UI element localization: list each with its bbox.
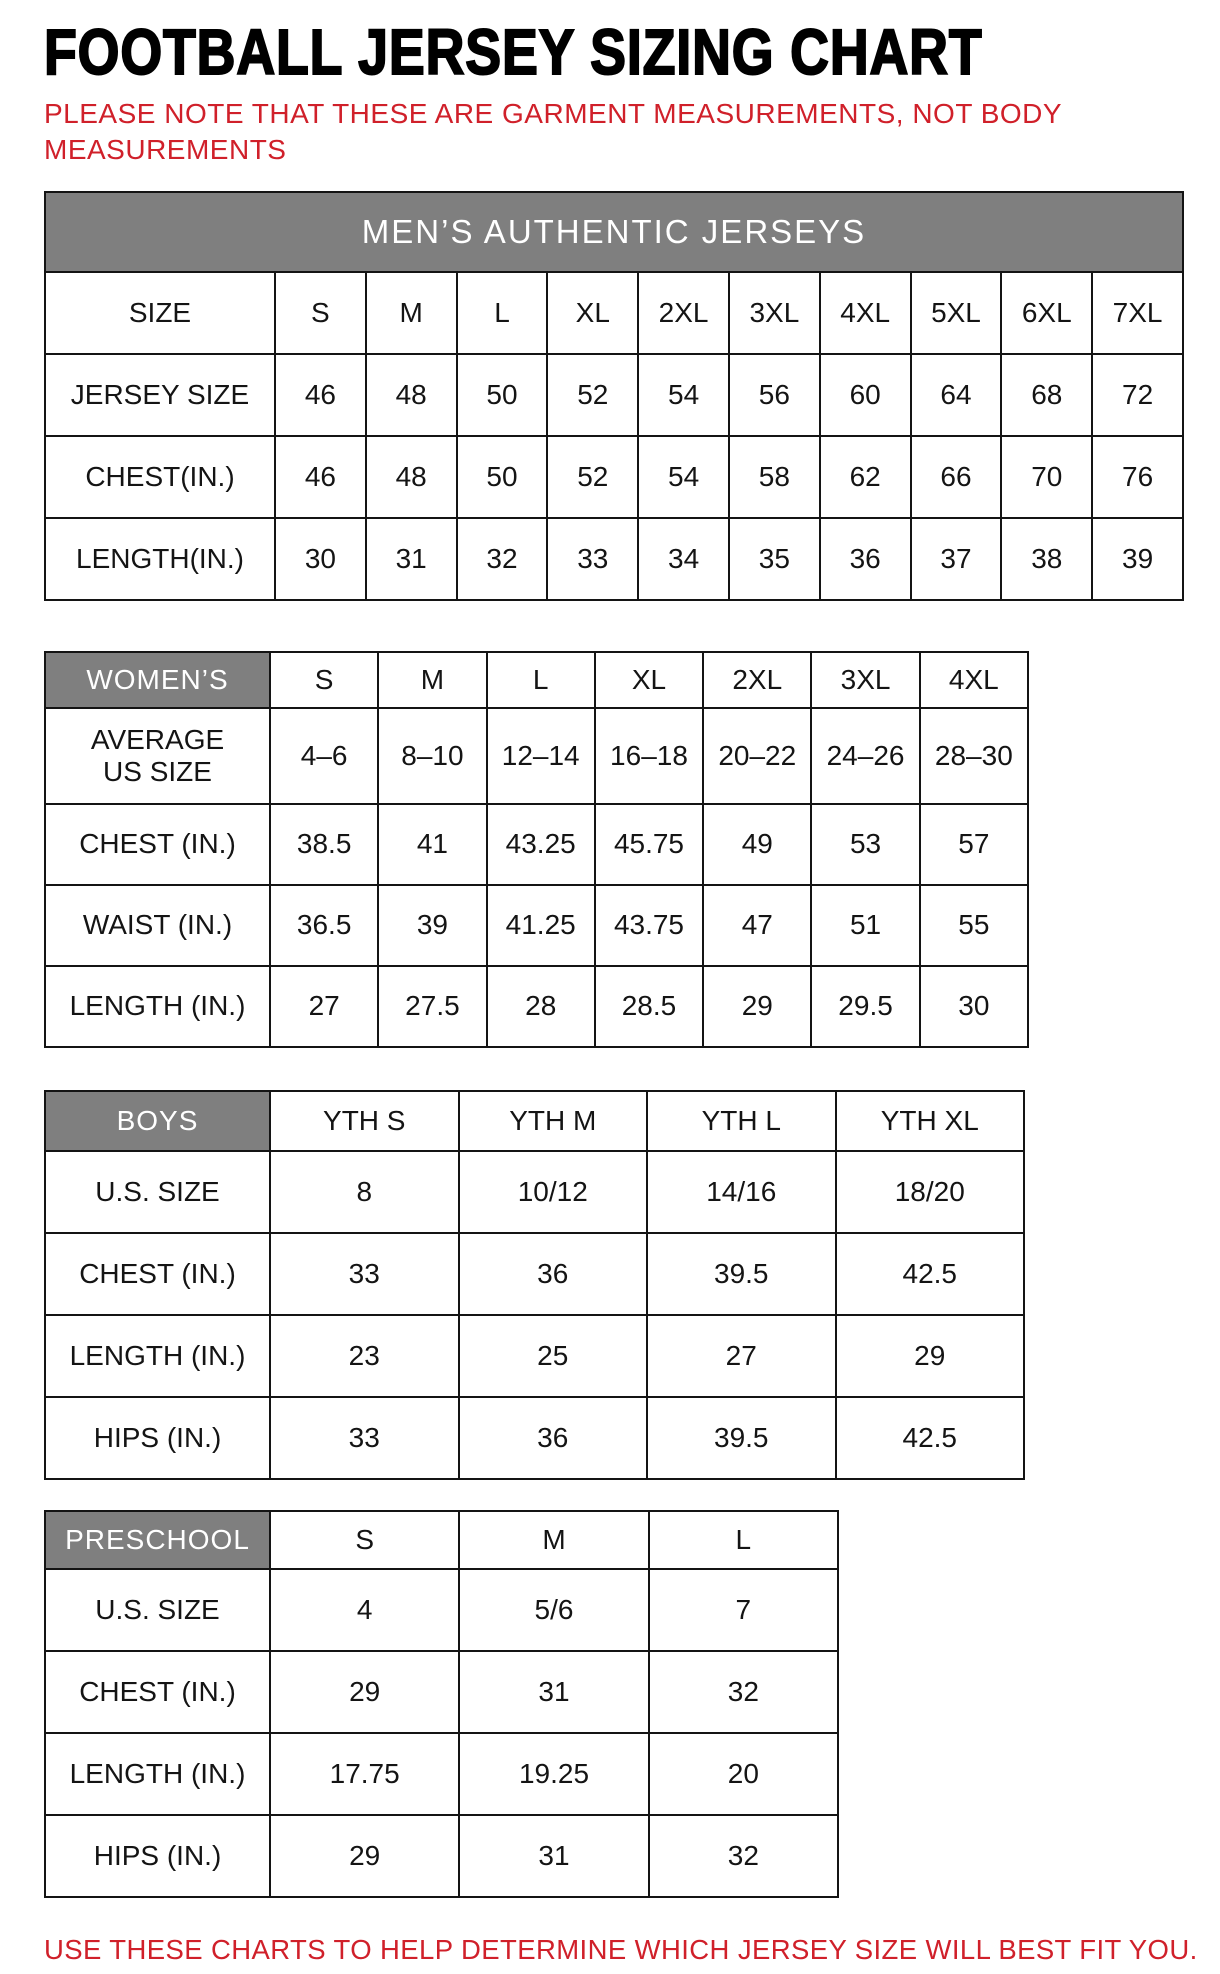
value-cell: 50	[457, 354, 548, 436]
value-cell: 29	[270, 1815, 459, 1897]
value-cell: 29	[836, 1315, 1025, 1397]
table-row	[45, 1091, 1024, 1151]
row-label: WAIST (IN.)	[45, 885, 270, 966]
size-header-cell: YTH L	[647, 1091, 836, 1151]
value-cell: 35	[729, 518, 820, 600]
table-row	[45, 436, 1183, 518]
value-cell: 33	[270, 1233, 459, 1315]
size-cell: S	[275, 272, 366, 354]
value-cell: 14/16	[647, 1151, 836, 1233]
size-header-cell: 3XL	[811, 652, 919, 708]
row-label: U.S. SIZE	[45, 1569, 270, 1651]
value-cell: 25	[459, 1315, 648, 1397]
row-label: HIPS (IN.)	[45, 1815, 270, 1897]
value-cell: 19.25	[459, 1733, 648, 1815]
table-row	[45, 1397, 1024, 1479]
value-cell: 42.5	[836, 1233, 1025, 1315]
value-cell: 30	[920, 966, 1028, 1047]
value-cell: 64	[911, 354, 1002, 436]
value-cell: 34	[638, 518, 729, 600]
value-cell: 39	[1092, 518, 1183, 600]
value-cell: 49	[703, 804, 811, 885]
value-cell: 20	[649, 1733, 838, 1815]
table-row	[45, 192, 1183, 272]
value-cell: 32	[649, 1651, 838, 1733]
value-cell: 38	[1001, 518, 1092, 600]
value-cell: 36.5	[270, 885, 378, 966]
value-cell: 39.5	[647, 1233, 836, 1315]
size-cell: 6XL	[1001, 272, 1092, 354]
value-cell: 27.5	[378, 966, 486, 1047]
value-cell: 41	[378, 804, 486, 885]
table-row	[45, 1651, 838, 1733]
preschool-table-title: PRESCHOOL	[45, 1511, 270, 1569]
value-cell: 29	[703, 966, 811, 1047]
value-cell: 68	[1001, 354, 1092, 436]
value-cell: 76	[1092, 436, 1183, 518]
value-cell: 27	[647, 1315, 836, 1397]
value-cell: 7	[649, 1569, 838, 1651]
row-label: LENGTH (IN.)	[45, 1733, 270, 1815]
row-label: CHEST(IN.)	[45, 436, 275, 518]
value-cell: 50	[457, 436, 548, 518]
value-cell: 30	[275, 518, 366, 600]
size-header-cell: XL	[595, 652, 703, 708]
row-label: LENGTH(IN.)	[45, 518, 275, 600]
boys-table-title: BOYS	[45, 1091, 270, 1151]
value-cell: 62	[820, 436, 911, 518]
value-cell: 28.5	[595, 966, 703, 1047]
value-cell: 23	[270, 1315, 459, 1397]
value-cell: 36	[820, 518, 911, 600]
row-label: U.S. SIZE	[45, 1151, 270, 1233]
value-cell: 54	[638, 354, 729, 436]
table-row	[45, 1733, 838, 1815]
table-row	[45, 518, 1183, 600]
value-cell: 28	[487, 966, 595, 1047]
row-label: CHEST (IN.)	[45, 1651, 270, 1733]
womens-sizing-table	[44, 651, 1029, 1048]
value-cell: 16–18	[595, 708, 703, 804]
row-label: CHEST (IN.)	[45, 1233, 270, 1315]
value-cell: 31	[459, 1651, 648, 1733]
page-title: FOOTBALL JERSEY SIZING CHART	[44, 16, 983, 88]
value-cell: 36	[459, 1397, 648, 1479]
value-cell: 70	[1001, 436, 1092, 518]
size-cell: 5XL	[911, 272, 1002, 354]
value-cell: 66	[911, 436, 1002, 518]
value-cell: 43.25	[487, 804, 595, 885]
value-cell: 37	[911, 518, 1002, 600]
table-row	[45, 272, 1183, 354]
size-cell: 2XL	[638, 272, 729, 354]
value-cell: 10/12	[459, 1151, 648, 1233]
value-cell: 31	[366, 518, 457, 600]
preschool-sizing-table	[44, 1510, 839, 1898]
size-header-cell: YTH S	[270, 1091, 459, 1151]
boys-sizing-table	[44, 1090, 1025, 1480]
value-cell: 47	[703, 885, 811, 966]
row-label: AVERAGE US SIZE	[45, 708, 270, 804]
value-cell: 45.75	[595, 804, 703, 885]
value-cell: 39	[378, 885, 486, 966]
value-cell: 60	[820, 354, 911, 436]
value-cell: 54	[638, 436, 729, 518]
row-label: LENGTH (IN.)	[45, 966, 270, 1047]
value-cell: 55	[920, 885, 1028, 966]
size-cell: 7XL	[1092, 272, 1183, 354]
table-row	[45, 1569, 838, 1651]
value-cell: 53	[811, 804, 919, 885]
value-cell: 41.25	[487, 885, 595, 966]
value-cell: 18/20	[836, 1151, 1025, 1233]
value-cell: 29	[270, 1651, 459, 1733]
table-row	[45, 1233, 1024, 1315]
row-label: SIZE	[45, 272, 275, 354]
size-header-cell: M	[378, 652, 486, 708]
value-cell: 27	[270, 966, 378, 1047]
value-cell: 46	[275, 354, 366, 436]
value-cell: 36	[459, 1233, 648, 1315]
size-cell: L	[457, 272, 548, 354]
value-cell: 38.5	[270, 804, 378, 885]
table-row	[45, 708, 1028, 804]
size-cell: M	[366, 272, 457, 354]
size-header-cell: L	[487, 652, 595, 708]
value-cell: 58	[729, 436, 820, 518]
row-label: JERSEY SIZE	[45, 354, 275, 436]
size-header-cell: S	[270, 1511, 459, 1569]
size-header-cell: YTH M	[459, 1091, 648, 1151]
value-cell: 57	[920, 804, 1028, 885]
table-row	[45, 804, 1028, 885]
value-cell: 43.75	[595, 885, 703, 966]
row-label: CHEST (IN.)	[45, 804, 270, 885]
size-cell: 3XL	[729, 272, 820, 354]
value-cell: 8	[270, 1151, 459, 1233]
value-cell: 17.75	[270, 1733, 459, 1815]
value-cell: 28–30	[920, 708, 1028, 804]
table-row	[45, 1511, 838, 1569]
row-label: HIPS (IN.)	[45, 1397, 270, 1479]
size-cell: XL	[547, 272, 638, 354]
value-cell: 72	[1092, 354, 1183, 436]
value-cell: 24–26	[811, 708, 919, 804]
table-row	[45, 1151, 1024, 1233]
table-row	[45, 966, 1028, 1047]
value-cell: 52	[547, 354, 638, 436]
value-cell: 32	[457, 518, 548, 600]
table-row	[45, 1815, 838, 1897]
value-cell: 42.5	[836, 1397, 1025, 1479]
value-cell: 46	[275, 436, 366, 518]
mens-table-title: MEN’S AUTHENTIC JERSEYS	[45, 192, 1183, 272]
table-row	[45, 652, 1028, 708]
table-row	[45, 885, 1028, 966]
table-row	[45, 354, 1183, 436]
garment-measurement-note: PLEASE NOTE THAT THESE ARE GARMENT MEASUREMENTS, NOT BODY MEASUREMENTS	[44, 98, 1062, 166]
value-cell: 31	[459, 1815, 648, 1897]
footer-note: USE THESE CHARTS TO HELP DETERMINE WHICH JERSEY SIZE WILL BEST FIT YOU.	[44, 1933, 1198, 1965]
value-cell: 29.5	[811, 966, 919, 1047]
value-cell: 56	[729, 354, 820, 436]
size-header-cell: 2XL	[703, 652, 811, 708]
size-header-cell: S	[270, 652, 378, 708]
value-cell: 12–14	[487, 708, 595, 804]
value-cell: 48	[366, 354, 457, 436]
value-cell: 51	[811, 885, 919, 966]
value-cell: 32	[649, 1815, 838, 1897]
value-cell: 39.5	[647, 1397, 836, 1479]
value-cell: 4	[270, 1569, 459, 1651]
size-cell: 4XL	[820, 272, 911, 354]
table-row	[45, 1315, 1024, 1397]
size-header-cell: 4XL	[920, 652, 1028, 708]
value-cell: 20–22	[703, 708, 811, 804]
value-cell: 5/6	[459, 1569, 648, 1651]
value-cell: 33	[270, 1397, 459, 1479]
row-label: LENGTH (IN.)	[45, 1315, 270, 1397]
value-cell: 8–10	[378, 708, 486, 804]
value-cell: 48	[366, 436, 457, 518]
size-header-cell: M	[459, 1511, 648, 1569]
size-header-cell: L	[649, 1511, 838, 1569]
value-cell: 33	[547, 518, 638, 600]
value-cell: 4–6	[270, 708, 378, 804]
value-cell: 52	[547, 436, 638, 518]
mens-sizing-table	[44, 191, 1184, 601]
size-header-cell: YTH XL	[836, 1091, 1025, 1151]
womens-table-title: WOMEN’S	[45, 652, 270, 708]
